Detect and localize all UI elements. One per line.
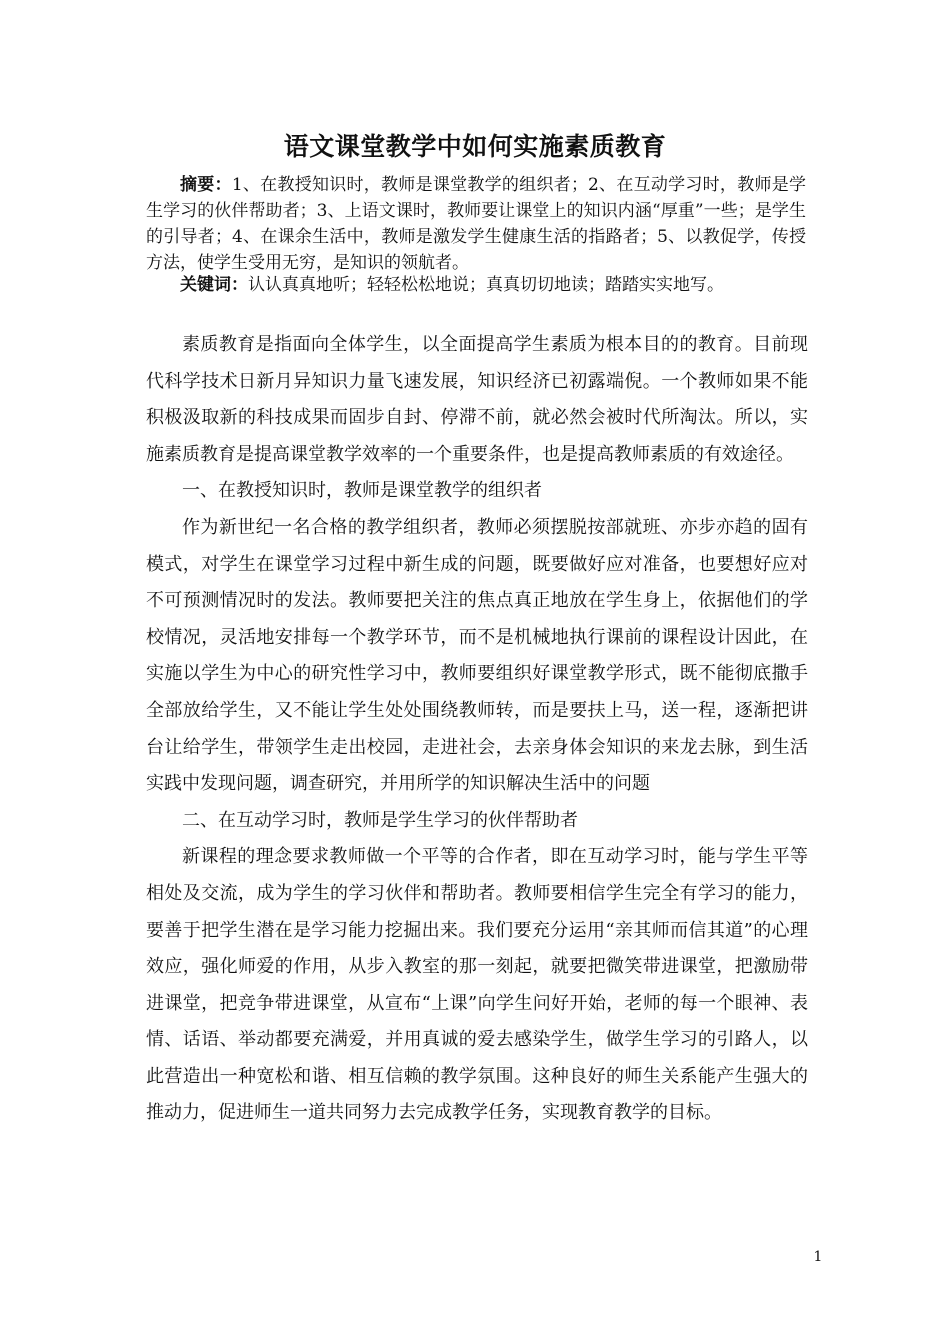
paragraph-intro: 素质教育是指面向全体学生，以全面提高学生素质为根本目的的教育。目前现代科学技术日新月异知识力量飞速发展，知识经济已初露端倪。一个教师如果不能积极汲取新的科技成果而固步自封、停滞不前，就必然会被时代所淘汰。所以，实施素质教育是提高课堂教学效率的一个重要条件，也是提高教师素质的有效途径。 [146,334,808,465]
page-title: 语文课堂教学中如何实施素质教育 [283,132,667,161]
section-heading-1: 一、在教授知识时，教师是课堂教学的组织者 [182,480,542,502]
page-number: 1 [813,1249,823,1265]
paragraph-section-2: 新课程的理念要求教师做一个平等的合作者，即在互动学习时，能与学生平等相处及交流，成为学生的学习伙伴和帮助者。教师要相信学生完全有学习的能力，要善于把学生潜在是学习能力挖掘出来。我们要充分运用“亲其师而信其道”的心理效应，强化师爱的作用，从步入教室的那一刻起，就要把微笑带进课堂，把激励带进课堂，把竞争带进课堂，从宣布“上课”向学生问好开始，老师的每一个眼神、表情、话语、举动都要充满爱，并用真诚的爱去感染学生，做学生学习的引路人，以此营造出一种宽松和谐、相互信赖的教学氛围。这种良好的师生关系能产生强大的推动力，促进师生一道共同努力去完成教学任务，实现教育教学的目标。 [146,846,808,1124]
section-heading-2: 二、在互动学习时，教师是学生学习的伙伴帮助者 [182,809,578,831]
abstract [146,172,806,276]
keywords-label: 关键词： [180,275,248,295]
abstract-text: 1、在教授知识时，教师是课堂教学的组织者；2、在互动学习时，教师是学生学习的伙伴帮助者；3、上语文课时，教师要让课堂上的知识内涵“厚重”一些；是学生的引导者；4、在课余生活中，教师是激发学生健康生活的指路者；5、以教促学，传授方法，使学生受用无穷，是知识的领航者。 [146,175,806,273]
keywords-text: 认认真真地听；轻轻松松地说；真真切切地读；踏踏实实地写。 [248,275,724,295]
body-text [146,327,808,1132]
abstract-label: 摘要： [180,175,232,195]
keywords [146,272,806,298]
paragraph-section-1: 作为新世纪一名合格的教学组织者，教师必须摆脱按部就班、亦步亦趋的固有模式，对学生在课堂学习过程中新生成的问题，既要做好应对准备，也要想好应对不可预测情况时的发法。教师要把关注的焦点真正地放在学生身上，依据他们的学校情况，灵活地安排每一个教学环节，而不是机械地执行课前的课程设计因此，在实施以学生为中心的研究性学习中，教师要组织好课堂教学形式，既不能彻底撒手全部放给学生，又不能让学生处处围绕教师转，而是要扶上马，送一程，逐渐把讲台让给学生，带领学生走出校园，走进社会，去亲身体会知识的来龙去脉，到生活实践中发现问题，调查研究，并用所学的知识解决生活中的问题 [146,516,808,795]
